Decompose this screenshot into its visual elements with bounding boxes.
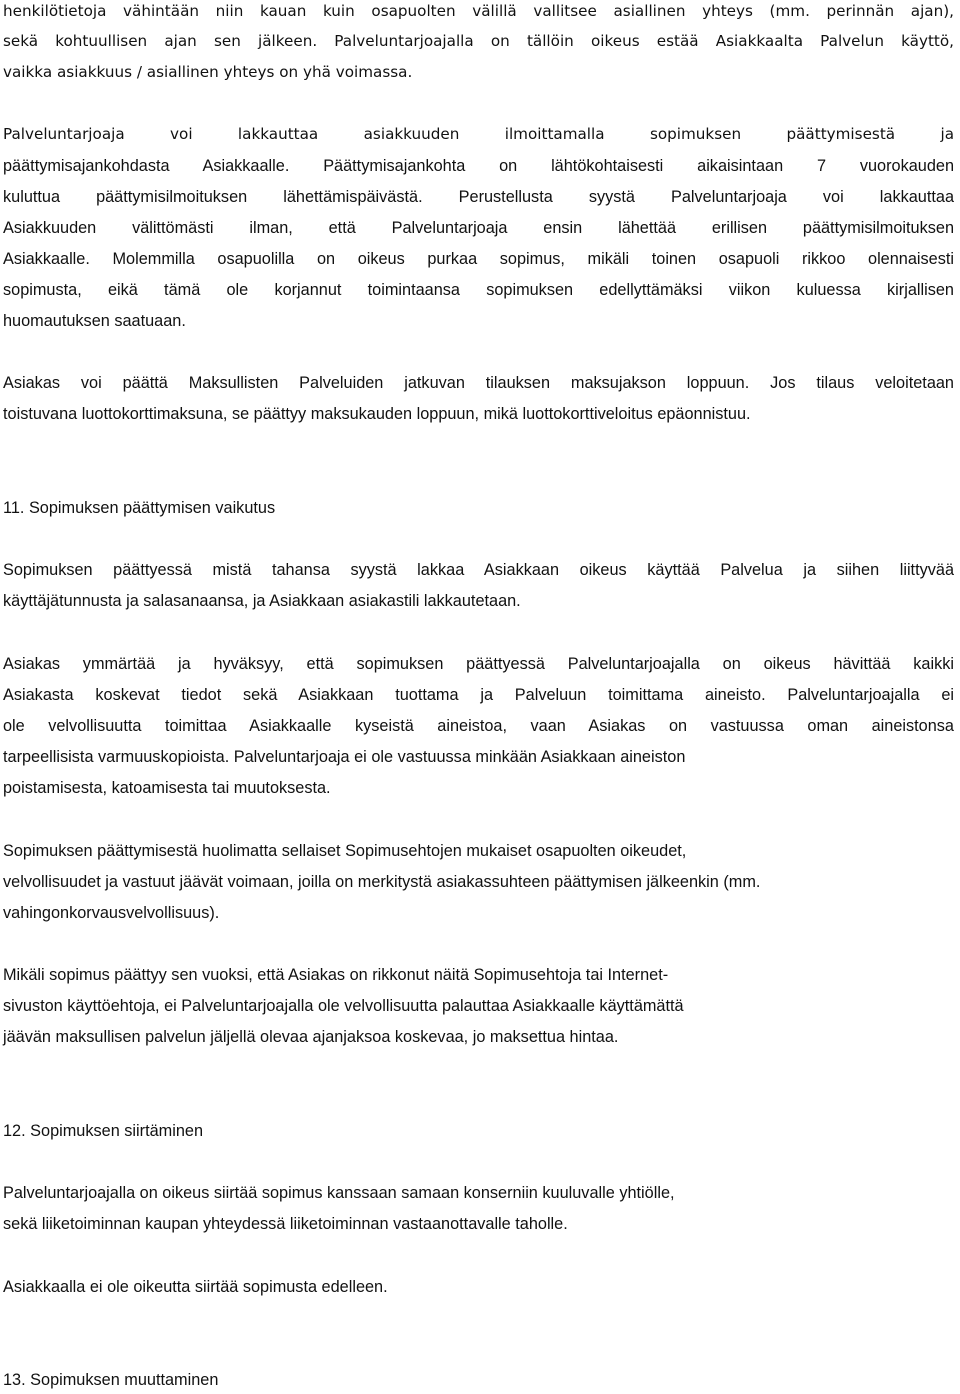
paragraph-line: Palveluntarjoaja voi lakkauttaa asiakkuuden ilmoittamalla sopimuksen päättymisestä ja (3, 125, 954, 143)
paragraph-line: Sopimuksen päättyessä mistä tahansa syystä lakkaa Asiakkaan oikeus käyttää Palvelua ja siihen liittyvää (3, 561, 954, 579)
section-heading: 12. Sopimuksen siirtäminen (3, 1122, 203, 1140)
paragraph-line: poistamisesta, katoamisesta tai muutoksesta. (3, 779, 331, 797)
paragraph-line: Sopimuksen päättymisestä huolimatta sellaiset Sopimusehtojen mukaiset osapuolten oikeudet, (3, 842, 687, 860)
section-heading: 11. Sopimuksen päättymisen vaikutus (3, 499, 276, 517)
paragraph-line: henkilötietoja vähintään niin kauan kuin osapuolten välillä vallitsee asiallinen yhteys (mm. perinnän ajan), (3, 2, 954, 20)
paragraph-line: vaikka asiakkuus / asiallinen yhteys on yhä voimassa. (3, 63, 413, 81)
paragraph-line: sopimusta, eikä tämä ole korjannut toimintaansa sopimuksen edellyttämäksi viikon kuluessa kirjallisen (3, 281, 954, 299)
paragraph-line: Asiakkaalle. Molemmilla osapuolilla on oikeus purkaa sopimus, mikäli toinen osapuoli rikkoo olennaisesti (3, 250, 954, 268)
paragraph-line: ole velvollisuutta toimittaa Asiakkaalle kyseistä aineistoa, vaan Asiakas on vastuussa oman aineistonsa (3, 717, 954, 735)
paragraph-line: toistuvana luottokorttimaksuna, se päättyy maksukauden loppuun, mikä luottokorttiveloitus epäonnistuu. (3, 405, 751, 423)
section-heading: 13. Sopimuksen muuttaminen (3, 1371, 219, 1389)
paragraph-line: Asiakas voi päättä Maksullisten Palveluiden jatkuvan tilauksen maksujakson loppuun. Jos tilaus veloitetaan (3, 374, 954, 392)
paragraph-line: Asiakkuuden välittömästi ilman, että Palveluntarjoaja ensin lähettää erillisen päättymisilmoituksen (3, 219, 954, 237)
paragraph-line: tarpeellisista varmuuskopioista. Palveluntarjoaja ei ole vastuussa minkään Asiakkaan aineiston (3, 748, 686, 766)
paragraph-line: Asiakas ymmärtää ja hyväksyy, että sopimuksen päättyessä Palveluntarjoajalla on oikeus hävittää kaikki (3, 655, 954, 673)
paragraph-line: jäävän maksullisen palvelun jäljellä olevaa ajanjaksoa koskevaa, jo maksettua hintaa. (3, 1028, 619, 1046)
paragraph-line: velvollisuudet ja vastuut jäävät voimaan, joilla on merkitystä asiakassuhteen päättymisen jälkeenkin (mm. (3, 873, 761, 891)
paragraph-line: Mikäli sopimus päättyy sen vuoksi, että Asiakas on rikkonut näitä Sopimusehtoja tai Internet- (3, 966, 669, 984)
paragraph-line: käyttäjätunnusta ja salasanaansa, ja Asiakkaan asiakastili lakkautetaan. (3, 592, 521, 610)
paragraph-line: Palveluntarjoajalla on oikeus siirtää sopimus kanssaan samaan konserniin kuuluvalle yhtiölle, (3, 1184, 675, 1202)
paragraph-line: päättymisajankohdasta Asiakkaalle. Päättymisajankohta on lähtökohtaisesti aikaisintaan 7 vuorokauden (3, 157, 954, 175)
paragraph-line: kuluttua päättymisilmoituksen lähettämispäivästä. Perustellusta syystä Palveluntarjoaja voi lakkauttaa (3, 188, 954, 206)
paragraph-line: Asiakkaalla ei ole oikeutta siirtää sopimusta edelleen. (3, 1278, 388, 1296)
paragraph-line: huomautuksen saatuaan. (3, 312, 186, 330)
paragraph-line: Asiakasta koskevat tiedot sekä Asiakkaan tuottama ja Palveluun toimittama aineisto. Palveluntarjoajalla ei (3, 686, 954, 704)
paragraph-line: vahingonkorvausvelvollisuus). (3, 904, 220, 922)
paragraph-line: sekä kohtuullisen ajan sen jälkeen. Palveluntarjoajalla on tällöin oikeus estää Asiakkaalta Palvelun käyttö, (3, 32, 954, 50)
paragraph-line: sivuston käyttöehtoja, ei Palveluntarjoajalla ole velvollisuutta palauttaa Asiakkaalle käyttämättä (3, 997, 684, 1015)
paragraph-line: sekä liiketoiminnan kaupan yhteydessä liiketoiminnan vastaanottavalle taholle. (3, 1215, 568, 1233)
